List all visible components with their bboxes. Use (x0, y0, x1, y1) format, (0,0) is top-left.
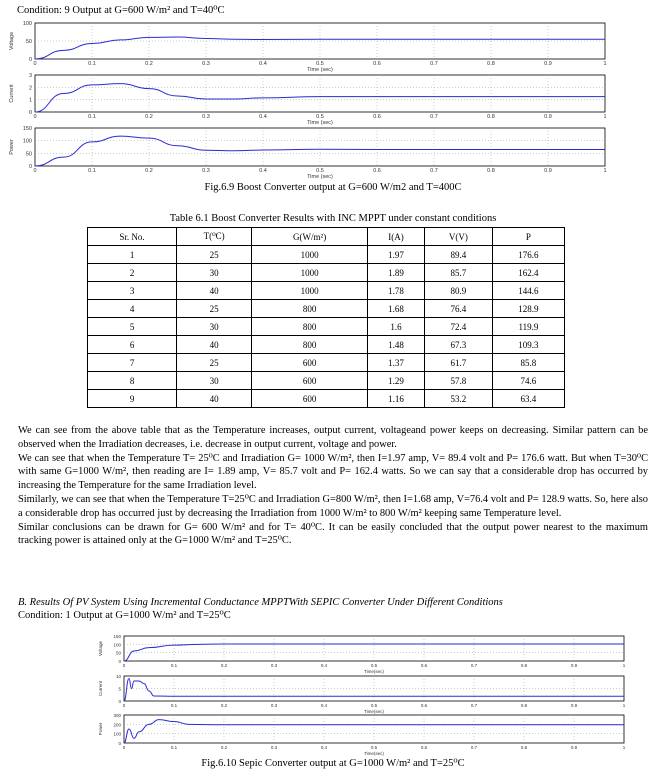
table-row (88, 336, 565, 354)
table-row (88, 300, 565, 318)
table-cell: 600 (252, 354, 368, 372)
x-tick-label: 0.2 (220, 745, 228, 750)
x-tick-label: 0.3 (270, 745, 278, 750)
table-cell: 8 (88, 372, 177, 390)
x-tick-label: 0.4 (259, 61, 267, 67)
x-tick-label: 0.4 (320, 663, 328, 668)
table-cell: 1.78 (368, 282, 425, 300)
x-tick-label: 0.6 (420, 663, 428, 668)
x-tick-label: 0 (122, 745, 126, 750)
y-tick-label: 0 (28, 164, 32, 170)
section-heading: B. Results Of PV System Using Incremental Conductance MPPTWith SEPIC Converter Under Different Conditions (18, 597, 503, 608)
x-tick-label: 0 (33, 61, 37, 67)
y-tick-label: 0 (118, 741, 121, 746)
x-tick-label: 0.9 (570, 703, 578, 708)
table-cell: 1.68 (368, 300, 425, 318)
y-tick-label: 3 (28, 73, 32, 79)
y-tick-label: 0 (28, 110, 32, 116)
table-title: Table 6.1 Boost Converter Results with INC MPPT under constant conditions (169, 213, 497, 224)
x-tick-label: 1 (622, 703, 626, 708)
x-tick-label: 1 (603, 168, 607, 174)
table-cell: 40 (177, 282, 252, 300)
y-tick-label: 0 (28, 57, 32, 63)
table-row (88, 264, 565, 282)
x-tick-label: 0.2 (145, 114, 153, 120)
table-row (88, 282, 565, 300)
y-tick-label: 5 (118, 686, 121, 692)
paragraph-1: We can see from the above table that as the Temperature increases, output current, voltageand power keeps on decreasing. Similar pattern can be observed when the Irradiation decreases, i.e. decrease in output current, voltage and power. (18, 425, 648, 450)
x-tick-label: 0.9 (570, 745, 578, 750)
table-cell: 1000 (252, 246, 368, 264)
x-tick-label: 0.4 (259, 114, 267, 120)
x-tick-label: 0.8 (487, 114, 495, 120)
y-tick-label: 0 (118, 659, 121, 664)
x-tick-label: 1 (603, 114, 607, 120)
table-cell: 1.48 (368, 336, 425, 354)
table-cell: 1.6 (368, 318, 425, 336)
x-tick-label: 1 (603, 61, 607, 67)
table-row (88, 354, 565, 372)
table-header-cell: V(V) (424, 228, 492, 246)
table-cell: 89.4 (424, 246, 492, 264)
y-axis-label: Current (9, 84, 15, 103)
plot-panel (98, 634, 626, 674)
x-tick-label: 0.2 (145, 61, 153, 67)
y-axis-label: Current (98, 680, 103, 697)
y-axis-label: Power (98, 722, 103, 736)
table-cell: 2 (88, 264, 177, 282)
x-axis-label: Time (sec) (307, 174, 333, 180)
x-tick-label: 0.7 (430, 168, 438, 174)
plot-panel (9, 73, 607, 126)
y-tick-label: 0 (118, 699, 121, 704)
paragraph-2: We can see that when the Temperature T= 25⁰C and Irradiation G= 1000 W/m², then I=1.97 amp, V= 89.4 volt and P= 176.6 watt. But when T=30⁰C with same G=1000 W/m², then reading are I= 1.89 amp, V= 85.7 volt and P= 162.4 watts. So we can say that a considerable drop has occurred by increasing the Temperature for the same Irradiation level. (18, 452, 648, 492)
x-tick-label: 0.8 (487, 61, 495, 67)
x-tick-label: 0.3 (202, 114, 210, 120)
plot-panel (9, 21, 607, 73)
x-tick-label: 1 (622, 663, 626, 668)
x-tick-label: 0.3 (270, 703, 278, 708)
x-tick-label: 0 (122, 703, 126, 708)
plot-frame (124, 715, 624, 743)
x-tick-label: 0.8 (487, 168, 495, 174)
x-tick-label: 1 (622, 745, 626, 750)
table-cell: 3 (88, 282, 177, 300)
y-tick-label: 150 (22, 126, 32, 132)
x-tick-label: 0.6 (420, 745, 428, 750)
x-tick-label: 0.5 (370, 745, 378, 750)
table-cell: 85.7 (424, 264, 492, 282)
table-cell: 25 (177, 300, 252, 318)
table-cell: 85.8 (492, 354, 564, 372)
x-tick-label: 0 (33, 114, 37, 120)
table-cell: 76.4 (424, 300, 492, 318)
x-tick-label: 0.5 (370, 663, 378, 668)
x-tick-label: 0.1 (88, 114, 96, 120)
table-cell: 1000 (252, 282, 368, 300)
table-cell: 1 (88, 246, 177, 264)
y-tick-label: 100 (22, 21, 32, 27)
y-axis-label: Voltage (98, 640, 103, 657)
x-axis-label: Time(sec) (364, 669, 384, 674)
plot-panel (98, 713, 626, 756)
table-cell: 63.4 (492, 390, 564, 408)
x-tick-label: 0.9 (544, 61, 552, 67)
table-header-row (88, 228, 565, 246)
bottom-condition: Condition: 1 Output at G=1000 W/m² and T=25⁰C (18, 610, 231, 621)
table-cell: 57.8 (424, 372, 492, 390)
table-row (88, 372, 565, 390)
table-cell: 9 (88, 390, 177, 408)
y-tick-label: 100 (113, 642, 121, 648)
table-cell: 800 (252, 336, 368, 354)
x-tick-label: 0.4 (259, 168, 267, 174)
x-tick-label: 0.2 (220, 703, 228, 708)
x-tick-label: 0.3 (270, 663, 278, 668)
y-tick-label: 100 (113, 731, 121, 737)
table-header-cell: Sr. No. (88, 228, 177, 246)
table-header-cell: P (492, 228, 564, 246)
table-cell: 40 (177, 336, 252, 354)
x-tick-label: 0.5 (316, 168, 324, 174)
y-tick-label: 200 (113, 722, 121, 728)
x-tick-label: 0.5 (370, 703, 378, 708)
table-cell: 109.3 (492, 336, 564, 354)
paragraph-4: Similar conclusions can be drawn for G= 600 W/m² and for T= 40⁰C. It can be easily concluded that the output power nearest to the maximum tracking power is attained only at the G=1000 W/m² and T=25⁰C. (18, 521, 648, 547)
x-axis-label: Time (sec) (307, 67, 333, 73)
table-cell: 176.6 (492, 246, 564, 264)
x-tick-label: 0.7 (470, 703, 478, 708)
table-cell: 6 (88, 336, 177, 354)
table-cell: 30 (177, 318, 252, 336)
x-tick-label: 0.2 (145, 168, 153, 174)
table-row (88, 246, 565, 264)
x-tick-label: 0 (122, 663, 126, 668)
table-cell: 1.37 (368, 354, 425, 372)
table-cell: 53.2 (424, 390, 492, 408)
results-table (87, 227, 565, 408)
table-cell: 40 (177, 390, 252, 408)
x-tick-label: 0.2 (220, 663, 228, 668)
table-cell: 1.16 (368, 390, 425, 408)
table-cell: 600 (252, 372, 368, 390)
top-condition: Condition: 9 Output at G=600 W/m² and T=40⁰C (17, 5, 225, 16)
plot-panel (9, 126, 607, 180)
x-tick-label: 0.1 (88, 168, 96, 174)
table-header-cell: G(W/m²) (252, 228, 368, 246)
x-tick-label: 0.9 (544, 168, 552, 174)
y-tick-label: 50 (25, 39, 32, 45)
x-tick-label: 0 (33, 168, 37, 174)
table-header-cell: I(A) (368, 228, 425, 246)
x-tick-label: 0.4 (320, 703, 328, 708)
x-tick-label: 0.1 (170, 663, 178, 668)
table-cell: 67.3 (424, 336, 492, 354)
x-tick-label: 0.9 (570, 663, 578, 668)
table-cell: 30 (177, 264, 252, 282)
x-tick-label: 0.6 (373, 61, 381, 67)
x-tick-label: 0.7 (430, 114, 438, 120)
y-tick-label: 2 (28, 85, 32, 92)
table-cell: 7 (88, 354, 177, 372)
table-cell: 25 (177, 354, 252, 372)
figure-6-10 (98, 634, 626, 756)
table-cell: 1.89 (368, 264, 425, 282)
x-tick-label: 0.7 (470, 663, 478, 668)
x-tick-label: 0.5 (316, 61, 324, 67)
y-axis-label: Power (9, 139, 15, 155)
table-row (88, 390, 565, 408)
x-tick-label: 0.3 (202, 168, 210, 174)
table-cell: 119.9 (492, 318, 564, 336)
table-body (88, 246, 565, 408)
y-tick-label: 1 (28, 97, 32, 104)
x-tick-label: 0.8 (520, 703, 528, 708)
table-cell: 74.6 (492, 372, 564, 390)
table-cell: 128.9 (492, 300, 564, 318)
table-cell: 600 (252, 390, 368, 408)
y-tick-label: 150 (113, 634, 121, 639)
table-cell: 4 (88, 300, 177, 318)
x-tick-label: 0.3 (202, 61, 210, 67)
y-tick-label: 50 (25, 151, 32, 158)
table-cell: 80.9 (424, 282, 492, 300)
x-axis-label: Time (sec) (307, 120, 333, 126)
fig69-caption: Fig.6.9 Boost Converter output at G=600 W/m2 and T=400C (204, 182, 462, 193)
y-tick-label: 10 (115, 674, 121, 679)
table-cell: 25 (177, 246, 252, 264)
table-cell: 800 (252, 318, 368, 336)
table-cell: 800 (252, 300, 368, 318)
table-cell: 30 (177, 372, 252, 390)
x-tick-label: 0.8 (520, 745, 528, 750)
y-tick-label: 50 (115, 650, 121, 656)
y-tick-label: 100 (22, 138, 32, 145)
x-tick-label: 0.6 (373, 168, 381, 174)
table-cell: 61.7 (424, 354, 492, 372)
x-tick-label: 0.8 (520, 663, 528, 668)
table-cell: 162.4 (492, 264, 564, 282)
table-cell: 1000 (252, 264, 368, 282)
table-cell: 72.4 (424, 318, 492, 336)
y-tick-label: 300 (113, 713, 121, 718)
table-cell: 144.6 (492, 282, 564, 300)
x-tick-label: 0.4 (320, 745, 328, 750)
x-tick-label: 0.1 (170, 745, 178, 750)
x-tick-label: 0.6 (373, 114, 381, 120)
table-header-cell: T(⁰C) (177, 228, 252, 246)
x-axis-label: Time(sec) (364, 751, 384, 756)
x-tick-label: 0.1 (170, 703, 178, 708)
paragraph-3: Similarly, we can see that when the Temperature T=25⁰C and Irradiation G=800 W/m², then I=1.68 amp, V=76.4 volt and P= 128.9 watts. So, here also a considerable drop has occurred just by decreasing the Irradiation from 1000 W/m² to 800 W/m² keeping same Temperature level. (18, 493, 648, 519)
fig610-caption: Fig.6.10 Sepic Converter output at G=1000 W/m² and T=25⁰C (201, 758, 465, 769)
y-axis-label: Voltage (9, 31, 15, 51)
table-cell: 5 (88, 318, 177, 336)
x-tick-label: 0.7 (430, 61, 438, 67)
figure-6-9 (9, 21, 607, 180)
x-axis-label: Time(sec) (364, 709, 384, 714)
x-tick-label: 0.1 (88, 61, 96, 67)
x-tick-label: 0.5 (316, 114, 324, 120)
x-tick-label: 0.9 (544, 114, 552, 120)
table-cell: 1.97 (368, 246, 425, 264)
x-tick-label: 0.7 (470, 745, 478, 750)
plot-panel (98, 674, 626, 714)
body-text (18, 424, 648, 548)
x-tick-label: 0.6 (420, 703, 428, 708)
table-cell: 1.29 (368, 372, 425, 390)
table-row (88, 318, 565, 336)
